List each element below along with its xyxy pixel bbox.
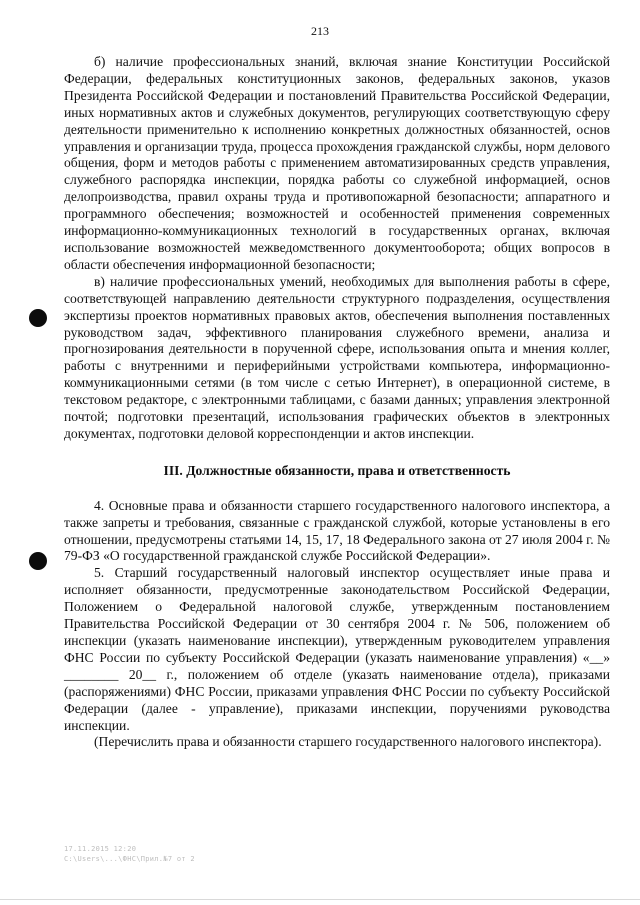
- page-number: 213: [311, 24, 329, 38]
- print-stamp-date: 17.11.2015 12:20: [64, 845, 137, 853]
- print-stamp-path: С:\Users\...\ФНС\Прил.№7 от 2: [64, 855, 195, 863]
- document-body: [64, 54, 610, 751]
- paragraph-6: (Перечислить права и обязанности старшего государственного налогового инспектора).: [94, 734, 602, 750]
- paragraph-v: в) наличие профессиональных умений, необходимых для выполнения работы в сфере, соответствующей направлению деятельности структурного подразделения, осуществления экспертизы проектов нормативных правовых актов, обеспечения выполнения поставленных руководством задач, эффективного планирования служебного времени, анализа и прогнозирования деятельности в порученной сфере, использования опыта и мнения коллег, работы с внутренними и периферийными устройствами компьютера, информационно-коммуникационными сетями (в том числе с сетью Интернет), в операционной системе, в текстовом редакторе, с электронными таблицами, с базами данных; управления электронной почтой; подготовки презентаций, использования графических объектов в электронных документах, подготовки деловой корреспонденции и актов инспекции.: [64, 273, 610, 441]
- paragraph-5: 5. Старший государственный налоговый инспектор осуществляет иные права и исполняет обязанности, предусмотренные законодательством Российской Федерации, Положением о Федеральной налоговой службе, утвержденным постановлением Правительства Российской Федерации от 30 сентября 2004 г. № 506, положением об инспекции (указать наименование инспекции), утвержденным руководителем управления ФНС России по субъекту Российской Федерации (указать наименование управления) «__» ________ 20__ г., положением об отделе (указать наименование отдела), приказами (распоряжениями) ФНС России, приказами управления ФНС России по субъекту Российской Федерации (далее - управление), приказами инспекции, поручениями руководства инспекции.: [64, 565, 610, 733]
- punch-hole-lower: [29, 552, 47, 570]
- page-bottom-edge: [0, 899, 640, 900]
- section-heading: III. Должностные обязанности, права и ответственность: [163, 462, 511, 478]
- paragraph-b: б) наличие профессиональных знаний, включая знание Конституции Российской Федерации, федеральных конституционных законов, федеральных законов, указов Президента Российской Федерации и постановлений Правительства Российской Федерации, иных нормативных актов и служебных документов, регулирующих соответствующую сферу деятельности применительно к исполнению конкретных должностных обязанностей, основ управления и организации труда, процесса прохождения гражданской службы, норм делового общения, форм и методов работы с применением автоматизированных средств управления, служебного распорядка инспекции, порядка работы со служебной информацией, основ делопроизводства, правил охраны труда и противопожарной безопасности; аппаратного и программного обеспечения; возможностей и особенностей применения современных информационно-коммуникационных технологий в государственных органах, включая использование возможностей межведомственного документооборота; общих вопросов в области обеспечения информационной безопасности;: [64, 54, 610, 272]
- paragraph-4: 4. Основные права и обязанности старшего государственного налогового инспектора, а также запреты и требования, связанные с гражданской службой, которые установлены в его отношении, предусмотрены статьями 14, 15, 17, 18 Федерального закона от 27 июля 2004 г. № 79-ФЗ «О государственной гражданской службе Российской Федерации».: [64, 497, 610, 564]
- punch-hole-upper: [29, 309, 47, 327]
